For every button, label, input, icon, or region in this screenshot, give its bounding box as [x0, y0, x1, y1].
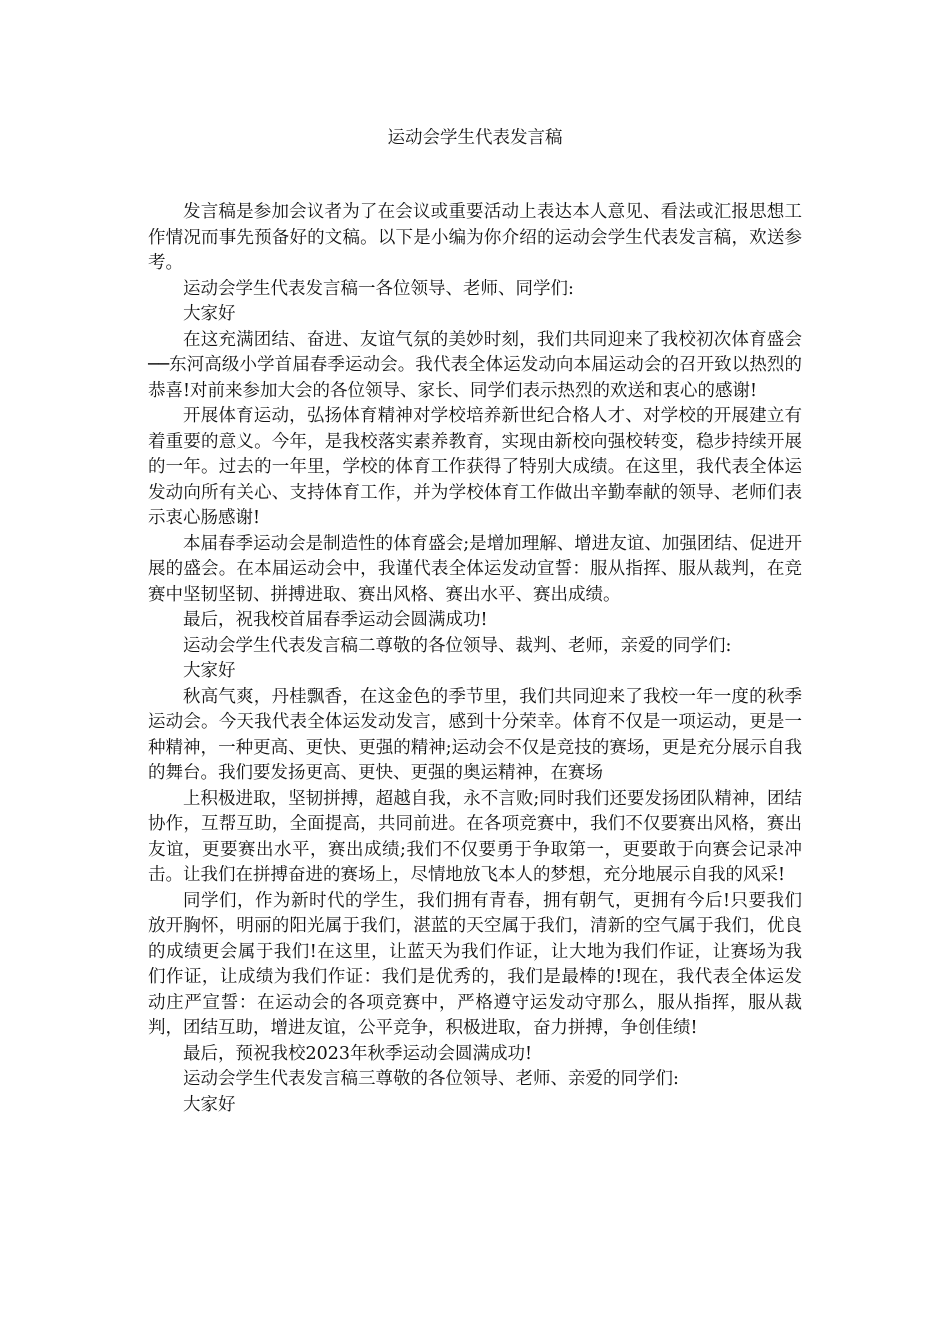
paragraph-closing: 最后，预祝我校2023年秋季运动会圆满成功!	[183, 1043, 533, 1064]
paragraph-greeting: 大家好	[183, 1094, 236, 1115]
document-title: 运动会学生代表发言稿	[387, 128, 563, 148]
paragraph-speech-one-heading: 运动会学生代表发言稿一各位领导、老师、同学们:	[183, 278, 574, 299]
paragraph: 秋高气爽，丹桂飘香，在这金色的季节里，我们共同迎来了我校一年一度的秋季运动会。今天我代表全体运发动发言，感到十分荣幸。体育不仅是一项运动，更是一种精神，一种更高、更快、更强的精神;运动会不仅是竞技的赛场，更是充分展示自我的舞台。我们要发扬更高、更快、更强的奥运精神，在赛场	[148, 686, 802, 783]
paragraph-closing: 最后，祝我校首届春季运动会圆满成功!	[183, 610, 488, 630]
paragraph: 开展体育运动，弘扬体育精神对学校培养新世纪合格人才、对学校的开展建立有着重要的意义。今年，是我校落实素养教育，实现由新校向强校转变，稳步持续开展的一年。过去的一年里，学校的体育工作获得了特别大成绩。在这里，我代表全体运发动向所有关心、支持体育工作，并为学校体育工作做出辛勤奉献的领导、老师们表示衷心肠感谢!	[148, 406, 802, 528]
paragraph: 同学们，作为新时代的学生，我们拥有青春，拥有朝气，更拥有今后!只要我们放开胸怀，明丽的阳光属于我们，湛蓝的天空属于我们，清新的空气属于我们，优良的成绩更会属于我们!在这里，让蓝天为我们作证，让大地为我们作证，让赛场为我们作证，让成绩为我们作证：我们是优秀的，我们是最棒的!现在，我代表全体运发动庄严宣誓：在运动会的各项竞赛中，严格遵守运发动守那么，服从指挥，服从裁判，团结互助，增进友谊，公平竞争，积极进取，奋力拼搏，争创佳绩!	[148, 890, 802, 1038]
paragraph: 本届春季运动会是制造性的体育盛会;是增加理解、增进友谊、加强团结、促进开展的盛会。在本届运动会中，我谨代表全体运发动宣誓：服从指挥、服从裁判，在竞赛中坚韧坚韧、拼搏进取、赛出风格、赛出水平、赛出成绩。	[148, 533, 802, 605]
paragraph-greeting: 大家好	[183, 661, 236, 681]
document-body	[148, 200, 802, 1118]
paragraph-intro: 发言稿是参加会议者为了在会议或重要活动上表达本人意见、看法或汇报思想工作情况而事先预备好的文稿。以下是小编为你介绍的运动会学生代表发言稿，欢送参考。	[148, 202, 802, 273]
paragraph-greeting: 大家好	[183, 304, 236, 324]
paragraph: 上积极进取，坚韧拼搏，超越自我，永不言败;同时我们还要发扬团队精神，团结协作，互帮互助，全面提高，共同前进。在各项竞赛中，我们不仅要赛出风格，赛出友谊，更要赛出水平，赛出成绩;我们不仅要勇于争取第一，更要敢于向赛会记录冲击。让我们在拼搏奋进的赛场上，尽情地放飞本人的梦想，充分地展示自我的风采!	[148, 788, 802, 885]
paragraph-speech-three-heading: 运动会学生代表发言稿三尊敬的各位领导、老师、亲爱的同学们:	[183, 1069, 679, 1089]
paragraph-speech-two-heading: 运动会学生代表发言稿二尊敬的各位领导、裁判、老师，亲爱的同学们:	[183, 635, 732, 656]
paragraph: 在这充满团结、奋进、友谊气氛的美妙时刻，我们共同迎来了我校初次体育盛会──东河高级小学首届春季运动会。我代表全体运发动向本届运动会的召开致以热烈的恭喜!对前来参加大会的各位领导、家长、同学们表示热烈的欢送和衷心的感谢!	[148, 329, 802, 401]
